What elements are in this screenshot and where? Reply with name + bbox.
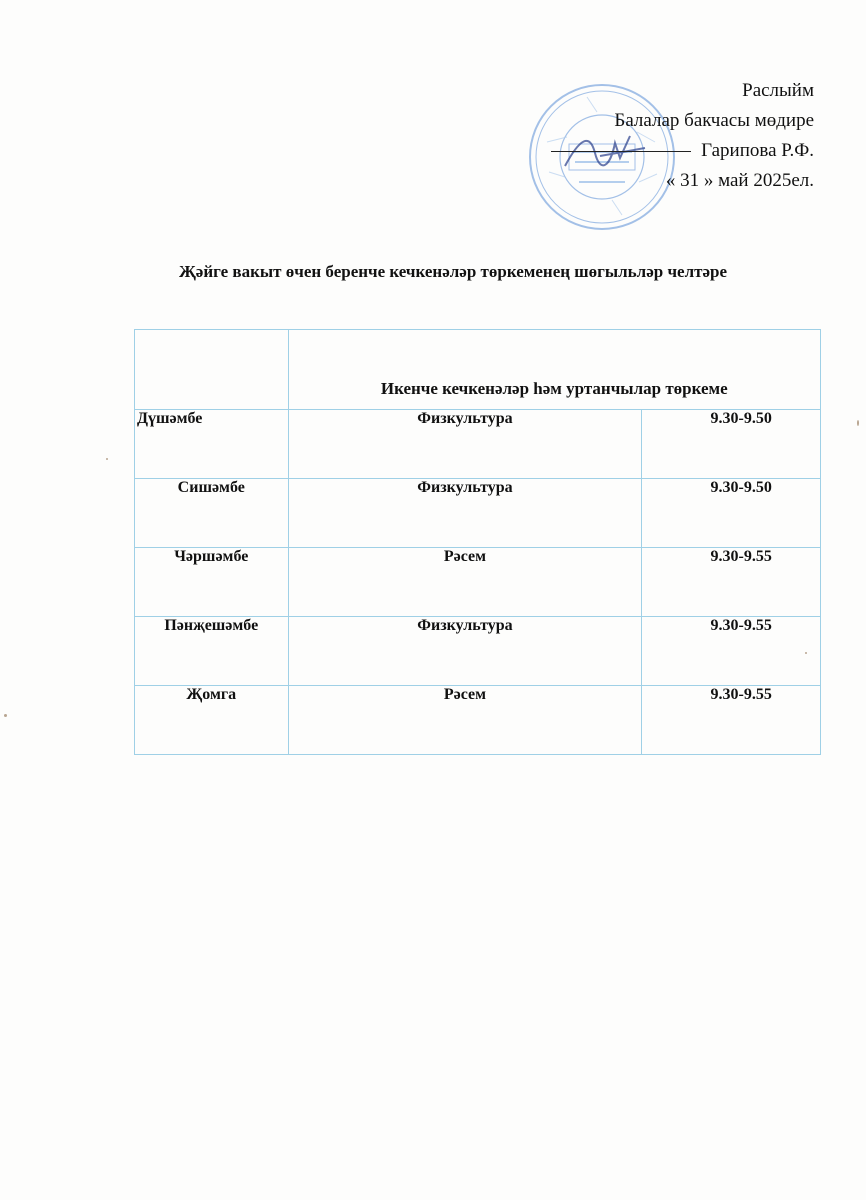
activity-cell: Физкультура <box>288 617 642 686</box>
document-title: Җәйге вакыт өчен беренче кечкенәләр төркеменең шөгыльләр челтәре <box>178 262 728 281</box>
activity-cell: Физкультура <box>288 410 642 479</box>
scan-speck <box>4 714 7 717</box>
table-row <box>135 548 821 617</box>
header-group-cell: Икенче кечкенәләр һәм уртанчылар төркеме <box>288 330 820 410</box>
activity-cell: Рәсем <box>288 686 642 755</box>
approval-block <box>551 76 814 196</box>
time-cell: 9.30-9.50 <box>642 479 821 548</box>
scan-speck <box>106 458 108 460</box>
time-cell: 9.30-9.55 <box>642 686 821 755</box>
time-cell: 9.30-9.50 <box>642 410 821 479</box>
activity-cell: Рәсем <box>288 548 642 617</box>
approval-date: « 31 » май 2025ел. <box>665 170 814 191</box>
activity-cell: Физкультура <box>288 479 642 548</box>
day-cell: Дүшәмбе <box>135 410 289 479</box>
day-cell: Чәршәмбе <box>135 548 289 617</box>
day-cell: Пәнҗешәмбе <box>135 617 289 686</box>
signature-line <box>551 151 691 152</box>
approver-position: Балалар бакчасы мөдире <box>614 110 814 131</box>
approver-name: Гарипова Р.Ф. <box>701 140 814 161</box>
table-row <box>135 617 821 686</box>
day-cell: Сишәмбе <box>135 479 289 548</box>
time-cell: 9.30-9.55 <box>642 617 821 686</box>
approval-label: Раслыйм <box>742 80 814 101</box>
time-cell: 9.30-9.55 <box>642 548 821 617</box>
scan-speck <box>857 420 859 426</box>
approver-name-line <box>551 136 814 166</box>
table-header-row <box>135 330 821 410</box>
table-row <box>135 686 821 755</box>
day-cell: Җомга <box>135 686 289 755</box>
table-row <box>135 410 821 479</box>
header-empty-cell <box>135 330 289 410</box>
scan-speck <box>805 652 807 654</box>
schedule-table <box>134 329 821 755</box>
table-row <box>135 479 821 548</box>
